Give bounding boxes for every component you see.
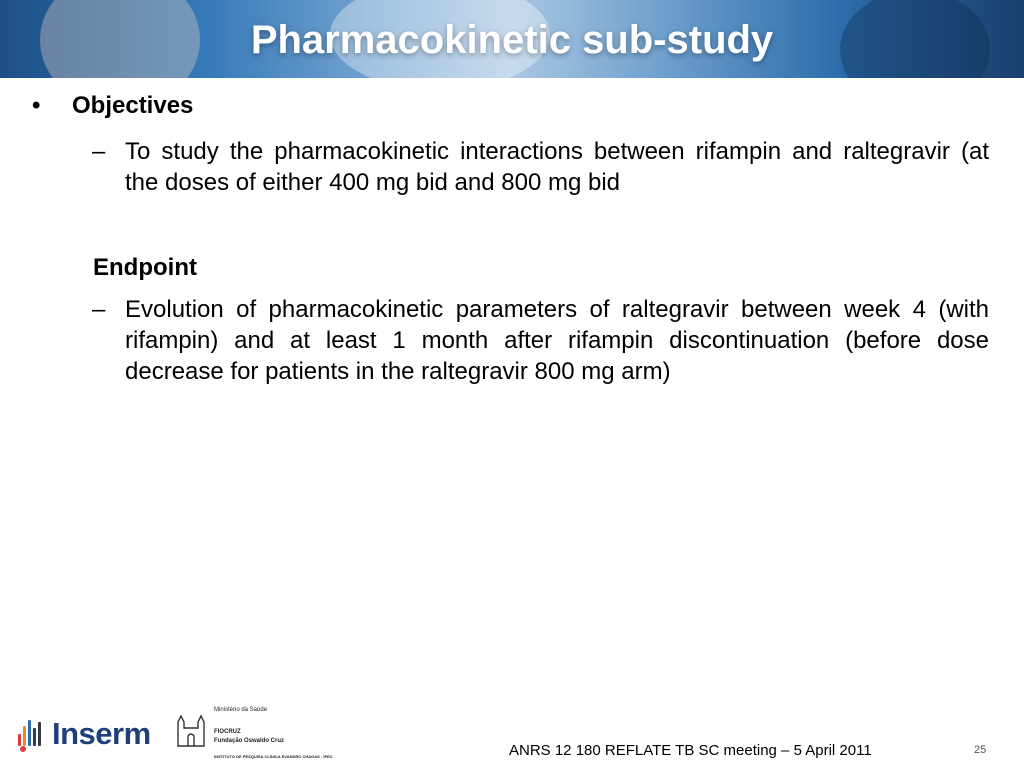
inserm-wordmark: Inserm bbox=[52, 716, 151, 751]
objectives-text: To study the pharmacokinetic interactions between rifampin and raltegravir (at the doses of either 400 mg bid and 800 mg bid bbox=[125, 138, 989, 196]
header-banner bbox=[0, 0, 1024, 78]
endpoint-item bbox=[92, 294, 989, 387]
endpoint-heading: Endpoint bbox=[93, 254, 197, 281]
objectives-heading-row bbox=[32, 92, 193, 120]
inserm-bars-icon bbox=[18, 716, 46, 752]
ministry-label: Ministério da Saúde bbox=[214, 707, 268, 713]
endpoint-text: Evolution of pharmacokinetic parameters of raltegravir between week 4 (with rifampin) and at least 1 month after rifampin discontinuation (before dose decrease for patients in the raltegravir 800 mg arm) bbox=[125, 296, 989, 385]
fiocruz-logo bbox=[176, 704, 366, 762]
bullet-marker: • bbox=[32, 92, 41, 119]
page-number: 25 bbox=[974, 744, 987, 756]
fundacao-label: Fundação Oswaldo Cruz bbox=[214, 738, 285, 744]
instituto-label: INSTITUTO DE PESQUISA CLÍNICA EVANDRO CHAGAS - IPEC bbox=[214, 754, 333, 759]
footer-text: ANRS 12 180 REFLATE TB SC meeting – 5 April 2011 bbox=[509, 742, 872, 759]
page-title: Pharmacokinetic sub-study bbox=[250, 18, 774, 62]
fiocruz-building-icon bbox=[176, 708, 206, 748]
objectives-heading: Objectives bbox=[72, 92, 194, 119]
dash-marker: – bbox=[92, 296, 106, 323]
fiocruz-label: FIOCRUZ bbox=[214, 729, 241, 735]
inserm-logo bbox=[18, 716, 151, 752]
dash-marker: – bbox=[92, 138, 106, 165]
objectives-item bbox=[92, 136, 989, 198]
